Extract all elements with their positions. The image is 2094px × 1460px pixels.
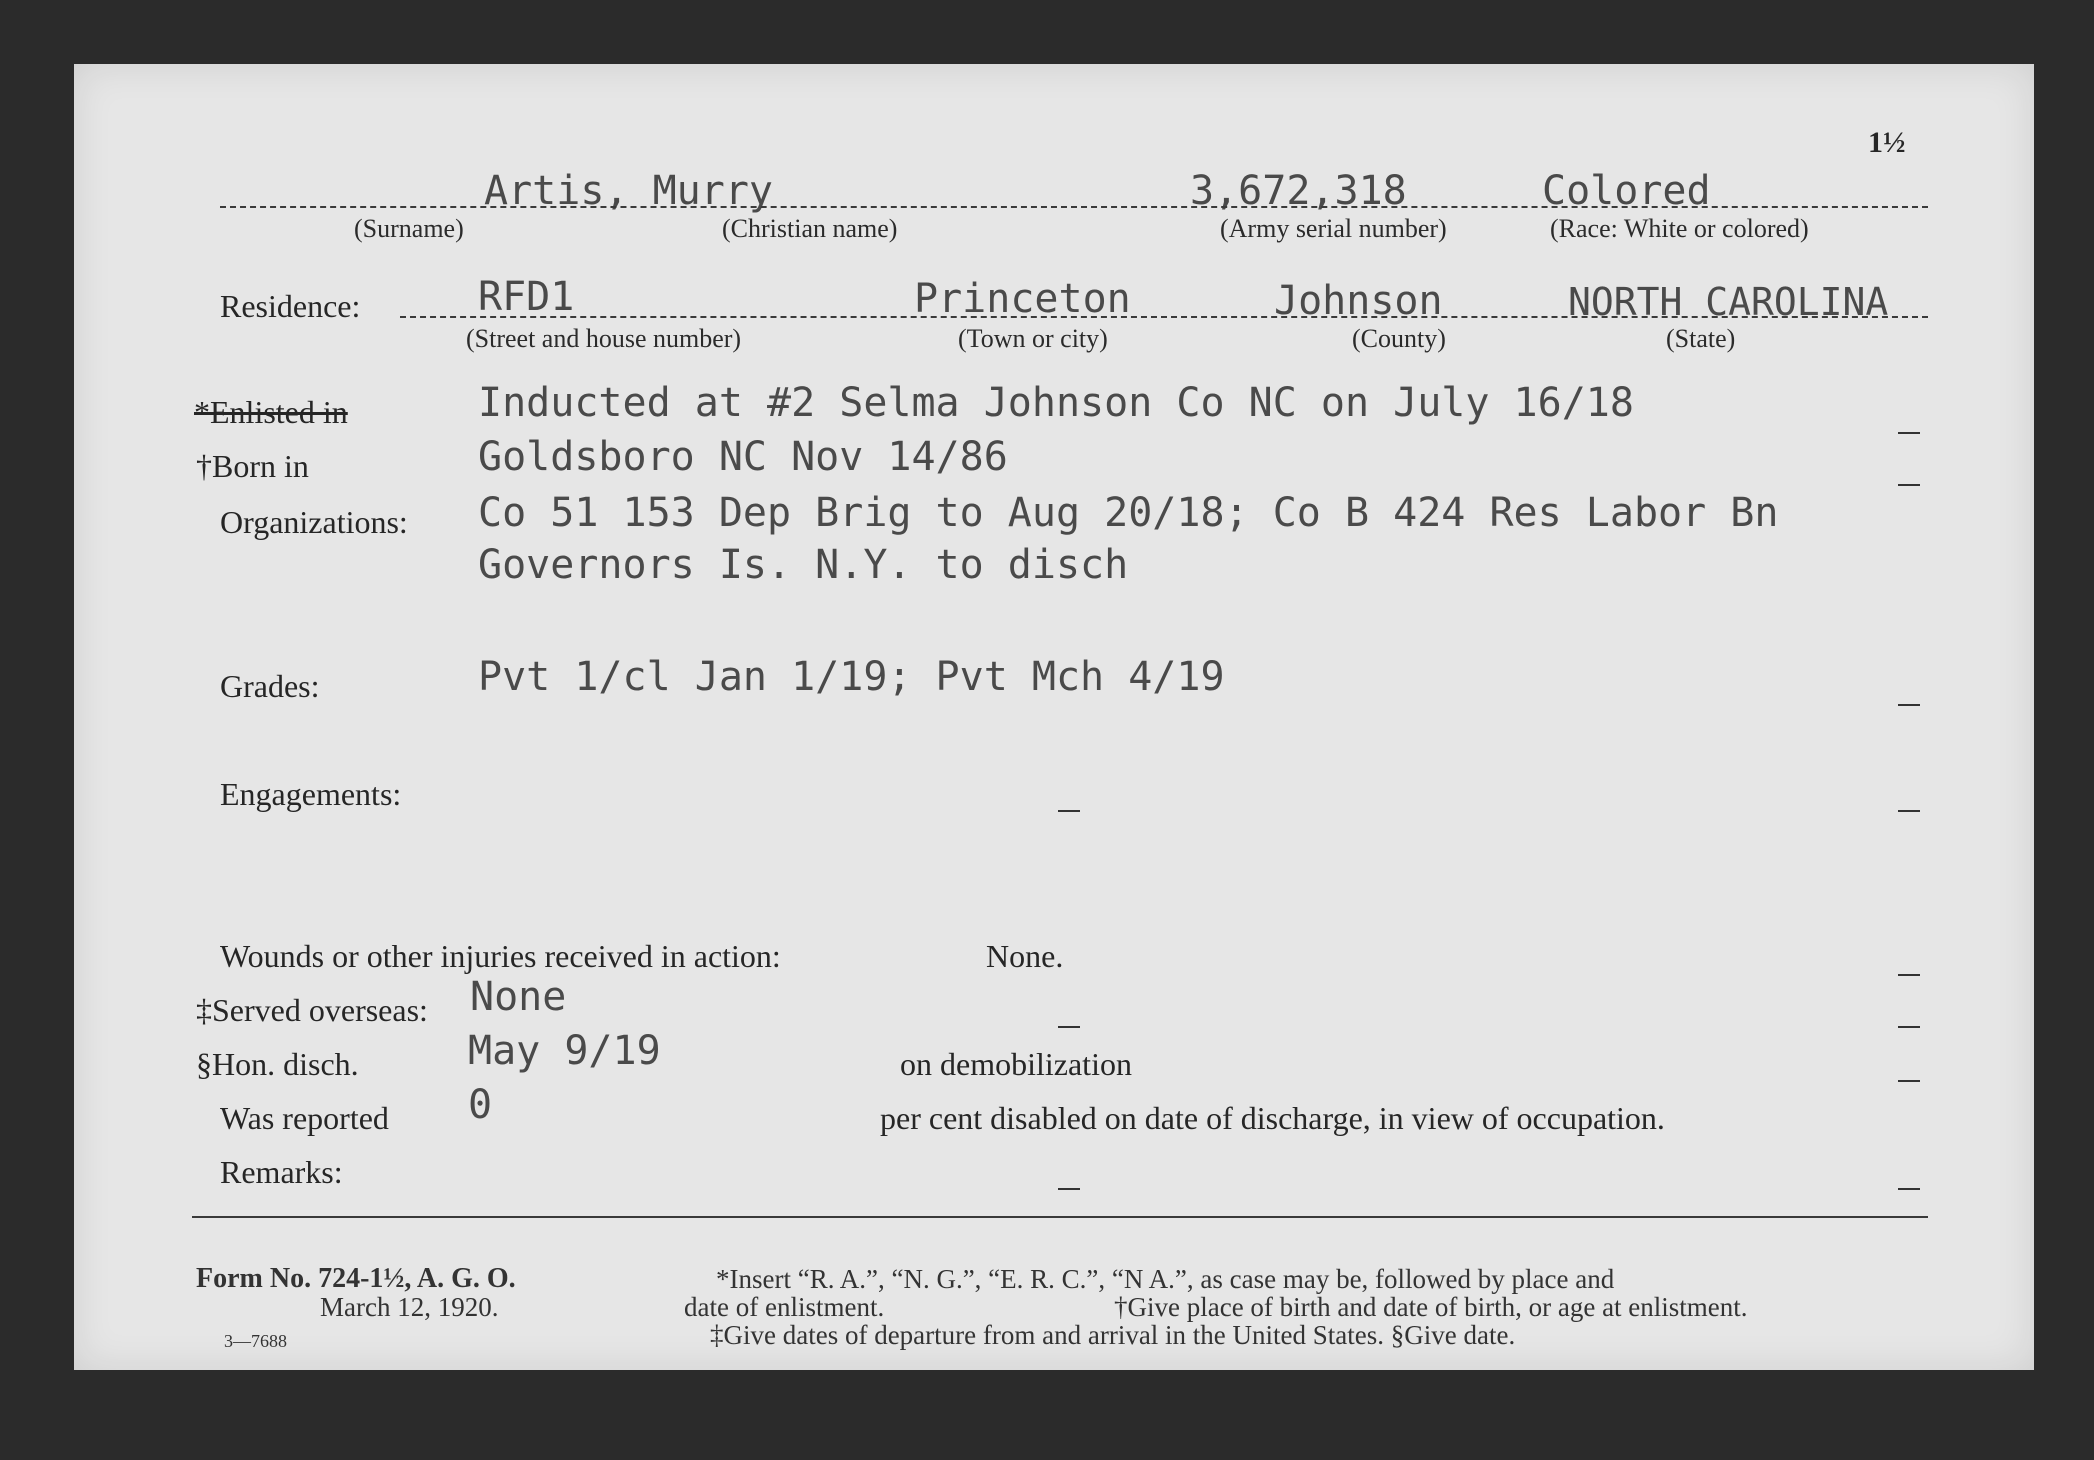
residence-line bbox=[400, 316, 1928, 318]
born-value: Goldsboro NC Nov 14/86 bbox=[478, 434, 1008, 480]
town-caption: (Town or city) bbox=[958, 324, 1108, 353]
county-caption: (County) bbox=[1352, 324, 1446, 353]
race-caption: (Race: White or colored) bbox=[1550, 214, 1809, 243]
enlisted-label: *Enlisted in bbox=[194, 394, 348, 430]
tick-mark bbox=[1058, 810, 1080, 812]
overseas-label: ‡Served overseas: bbox=[196, 992, 428, 1028]
tick-mark bbox=[1898, 974, 1920, 976]
record-card bbox=[74, 64, 2034, 1370]
grades-label: Grades: bbox=[220, 668, 320, 704]
disabled-text: per cent disabled on date of discharge, in view of occupation. bbox=[880, 1100, 1665, 1136]
residence-town: Princeton bbox=[914, 276, 1131, 322]
residence-label: Residence: bbox=[220, 288, 361, 324]
wounds-value: None. bbox=[986, 938, 1064, 974]
tick-mark bbox=[1898, 484, 1920, 486]
residence-state: NORTH CAROLINA bbox=[1568, 280, 1889, 324]
enlisted-value: Inducted at #2 Selma Johnson Co NC on July 16/18 bbox=[478, 380, 1634, 426]
footnote-enlistment-cont: date of enlistment. bbox=[684, 1292, 885, 1322]
reported-label: Was reported bbox=[220, 1100, 389, 1136]
card-number: 1½ bbox=[1868, 126, 1906, 159]
serial-value: 3,672,318 bbox=[1190, 168, 1407, 214]
residence-county: Johnson bbox=[1274, 278, 1443, 324]
surname-caption: (Surname) bbox=[354, 214, 464, 243]
tick-mark bbox=[1058, 1026, 1080, 1028]
residence-street: RFD1 bbox=[478, 274, 575, 320]
tick-mark bbox=[1898, 1188, 1920, 1190]
organizations-line1: Co 51 153 Dep Brig to Aug 20/18; Co B 424 Res Labor Bn bbox=[478, 490, 1779, 536]
footer-rule bbox=[192, 1216, 1928, 1218]
header-line bbox=[220, 206, 1928, 208]
grades-value: Pvt 1/cl Jan 1/19; Pvt Mch 4/19 bbox=[478, 654, 1225, 700]
tick-mark bbox=[1898, 704, 1920, 706]
street-caption: (Street and house number) bbox=[466, 324, 742, 353]
demob-text: on demobilization bbox=[900, 1046, 1132, 1082]
born-label: †Born in bbox=[196, 448, 309, 484]
form-date: March 12, 1920. bbox=[320, 1292, 499, 1322]
state-caption: (State) bbox=[1666, 324, 1736, 353]
organizations-line2: Governors Is. N.Y. to disch bbox=[478, 542, 1129, 588]
tick-mark bbox=[1898, 432, 1920, 434]
reported-value: 0 bbox=[468, 1082, 493, 1128]
tick-mark bbox=[1898, 1080, 1920, 1082]
engagements-label: Engagements: bbox=[220, 776, 402, 812]
surname-value: Artis, Murry bbox=[484, 168, 773, 214]
overseas-value: None bbox=[470, 974, 567, 1020]
race-value: Colored bbox=[1542, 168, 1711, 214]
print-code: 3—7688 bbox=[224, 1331, 287, 1351]
tick-mark bbox=[1898, 1026, 1920, 1028]
footnote-overseas: ‡Give dates of departure from and arrival in the United States. §Give date. bbox=[710, 1320, 1516, 1350]
footnote-birth: †Give place of birth and date of birth, or age at enlistment. bbox=[1114, 1292, 1748, 1322]
hon-disch-label: §Hon. disch. bbox=[196, 1046, 359, 1082]
hon-disch-value: May 9/19 bbox=[468, 1028, 661, 1074]
form-number: Form No. 724-1½, A. G. O. bbox=[196, 1263, 516, 1294]
tick-mark bbox=[1898, 810, 1920, 812]
wounds-label: Wounds or other injuries received in action: bbox=[220, 938, 781, 974]
organizations-label: Organizations: bbox=[220, 504, 408, 540]
tick-mark bbox=[1058, 1188, 1080, 1190]
footnote-enlistment: *Insert “R. A.”, “N. G.”, “E. R. C.”, “N A.”, as case may be, followed by place and bbox=[716, 1264, 1615, 1294]
serial-caption: (Army serial number) bbox=[1220, 214, 1447, 243]
christian-caption: (Christian name) bbox=[722, 214, 898, 243]
remarks-label: Remarks: bbox=[220, 1154, 343, 1190]
